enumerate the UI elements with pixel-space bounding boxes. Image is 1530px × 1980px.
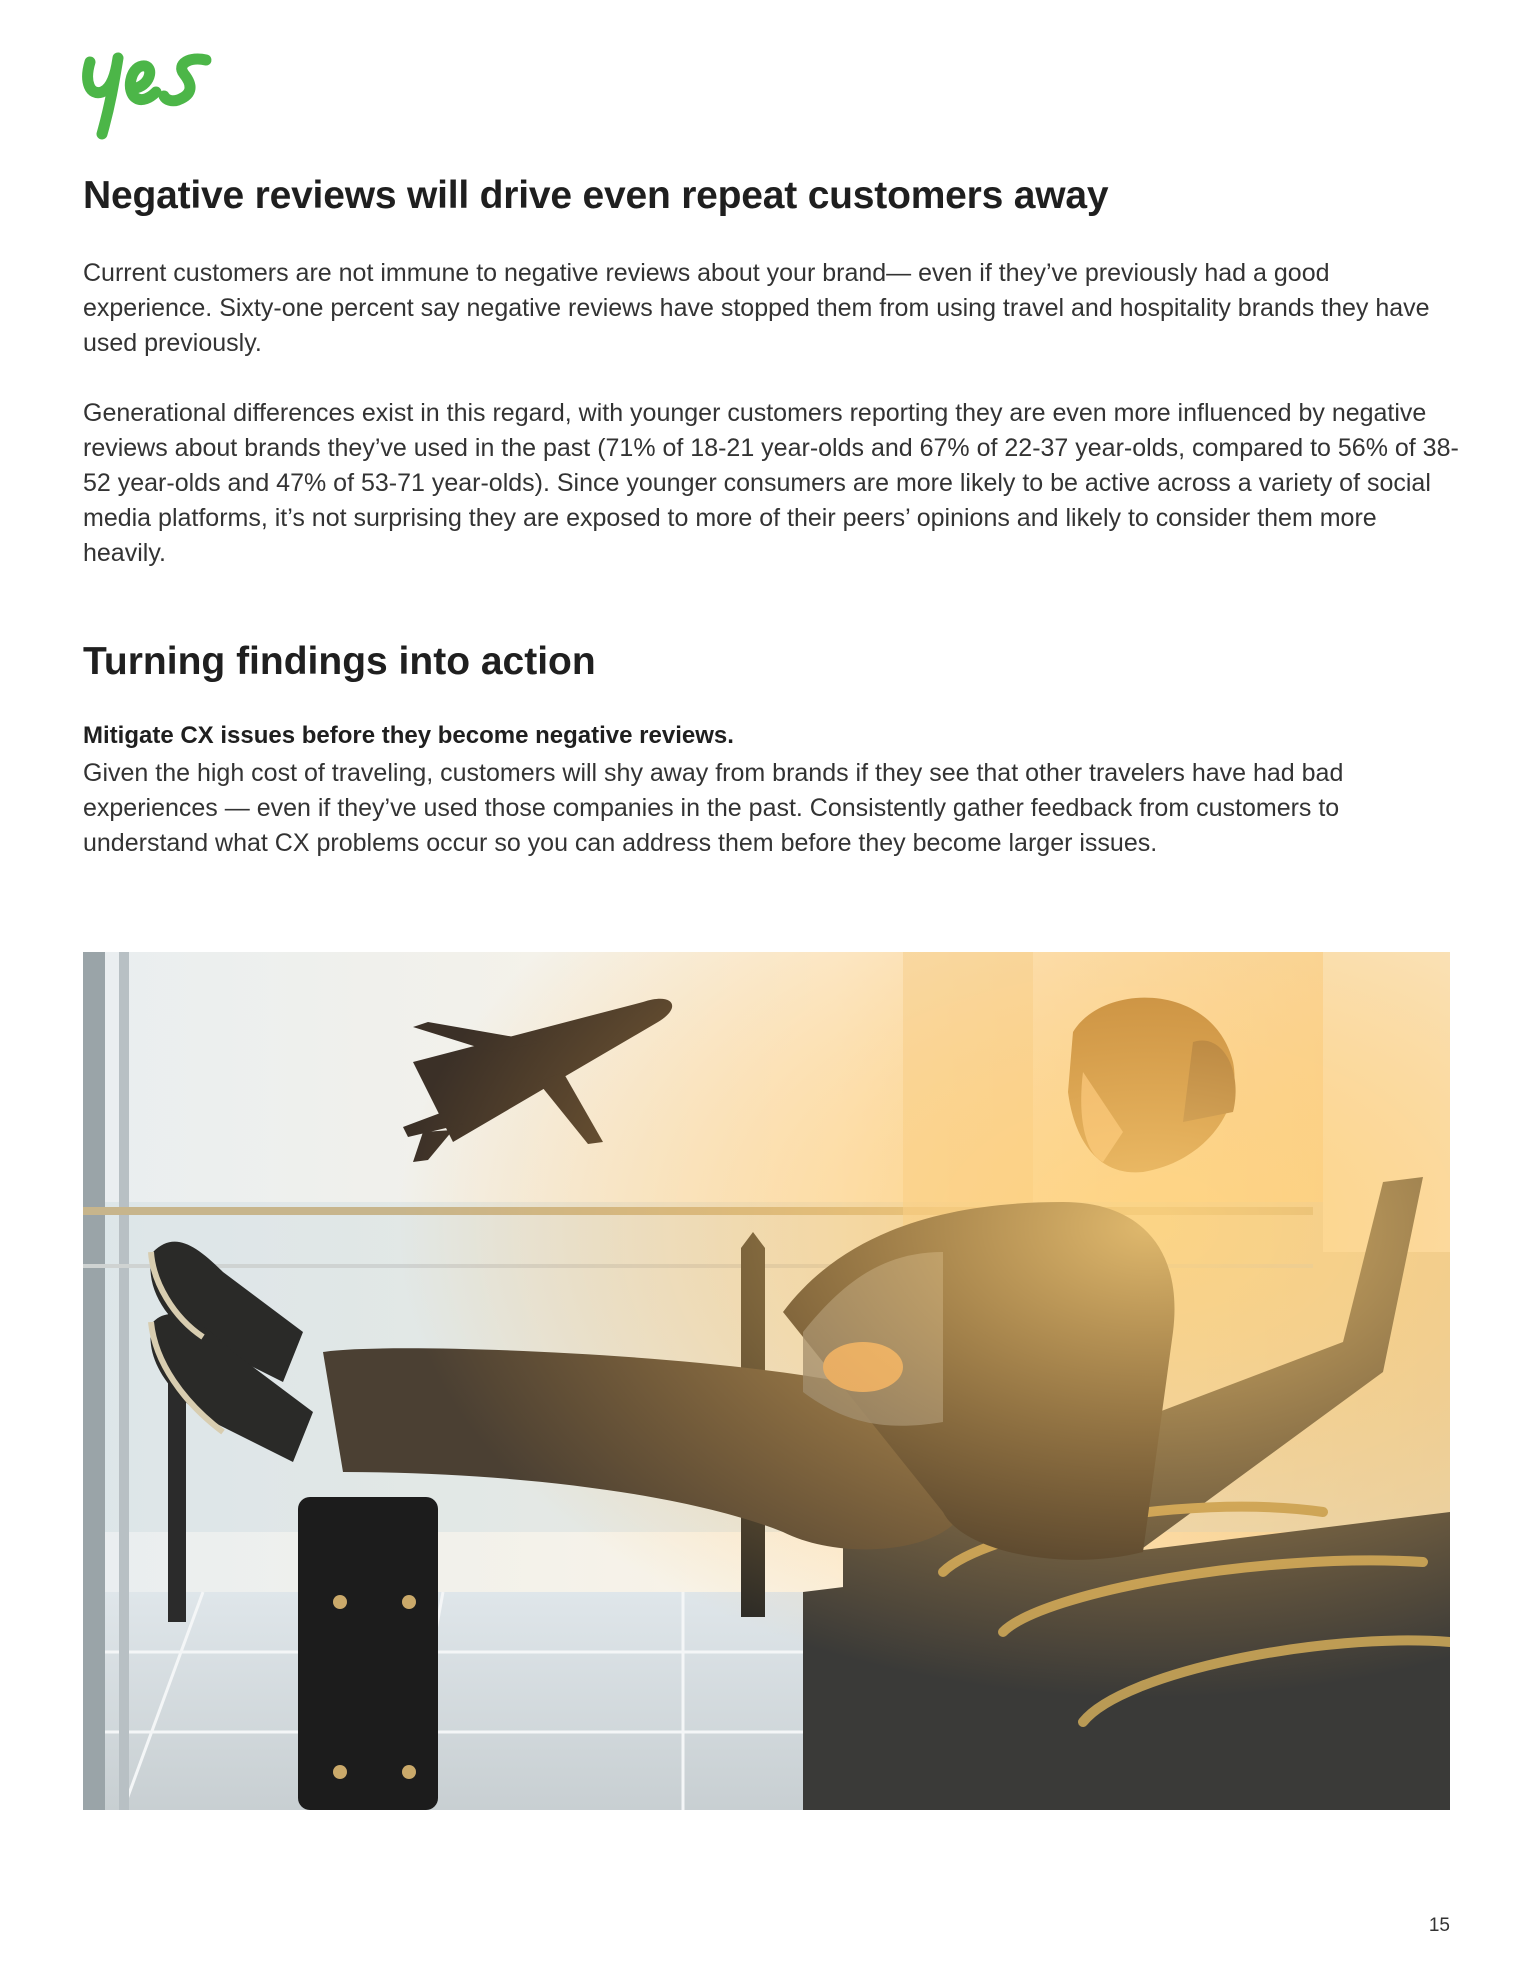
subheading: Mitigate CX issues before they become negative reviews. — [83, 722, 734, 749]
airport-photo — [83, 952, 1450, 1810]
body-paragraph: Generational differences exist in this regard, with younger customers reporting they are even more influenced by negative reviews about brands they’ve used in the past (71% of 18-21 year-olds and 67% of 22-37 year-olds, compared to 56% of 38-52 year-olds and 47% of 53-71 year-olds). Since younger consumers are more likely to be active across a variety of social media platforms, it’s not surprising they are exposed to more of their peers’ opinions and likely to consider them more heavily. — [83, 399, 1459, 567]
page-number: 15 — [1428, 1915, 1450, 1936]
body-paragraph: Given the high cost of traveling, customers will shy away from brands if they see that other travelers have had bad experiences — even if they’ve used those companies in the past. Consistently gather feedback from customers to understand what CX problems occur so you can address them before they become larger issues. — [83, 759, 1344, 857]
section-heading: Negative reviews will drive even repeat customers away — [83, 174, 1109, 217]
body-paragraph: Current customers are not immune to negative reviews about your brand— even if they’ve previously had a good experience. Sixty-one percent say negative reviews have stopped them from using travel and hospitality brands they have used previously. — [83, 259, 1430, 357]
yes-logo — [80, 48, 216, 142]
section-heading: Turning findings into action — [83, 640, 596, 683]
